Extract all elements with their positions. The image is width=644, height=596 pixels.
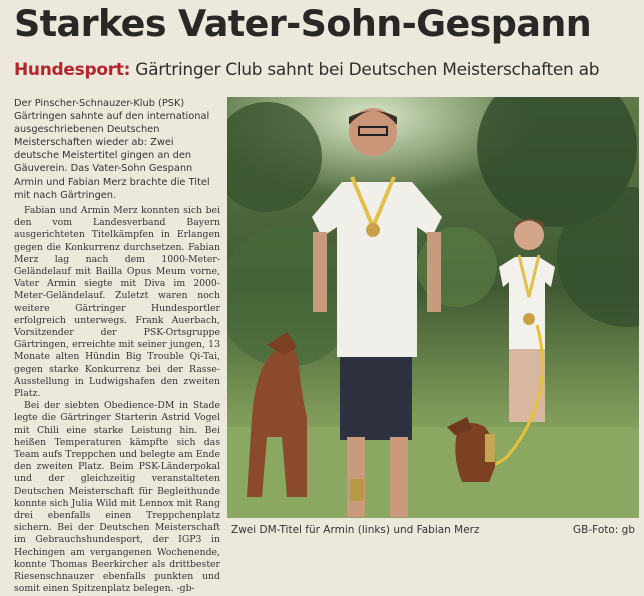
article-body [14,205,220,596]
headline: Starkes Vater-Sohn-Gespann [14,2,592,45]
body-paragraph: Bei der siebten Obedience-DM in Stade legte die Gärtringer Starterin Astrid Vogel mit Chili eine starke Leistung hin. Bei heißen Temperaturen kämpfte sich das Team aufs Treppchen und belegte am Ende den zweiten Platz. Beim PSK-Länderpokal und der gleichzeitig veranstalteten Deutschen Meisterschaft für Begleithunde konnte sich Julia Wild mit Lennox mit Rang drei ebenfalls einen Treppchenplatz sichern. Bei der Deutschen Meisterschaft im Gebrauchshundesport, der IGP3 in Hechingen am vergangenen Wochenende, konnte Thomas Beerkircher als drittbester Riesenschnauzer ebenfalls punkten und somit einen Spitzenplatz belegen. -gb- [14,400,220,595]
photo-credit: GB-Foto: gb [573,524,635,536]
subline-text: Gärtringer Club sahnt bei Deutschen Meisterschaften ab [135,60,600,80]
lead-text: Der Pinscher-Schnauzer-Klub (PSK) Gärtringen sahnte auf den international ausgeschriebenen Deutschen Meisterschaften wieder ab: Zwei deutsche Meistertitel gingen an den Gäuverein. Das Vater-Sohn Gespann Armin und Fabian Merz brachte die Titel mit nach Gärtringen. [14,98,210,201]
photo-caption: Zwei DM-Titel für Armin (links) und Fabian Merz [231,524,480,536]
lead-paragraph [14,97,220,202]
body-paragraph: Fabian und Armin Merz konnten sich bei den vom Landesverband Bayern ausgerichteten Titelkämpfen in Erlangen gegen die Konkurrenz durchsetzen. Fabian Merz lag nach dem 1000-Meter-Geländelauf mit Bailla Opus Meum vorne, Vater Armin siegte mit Diva im 2000-Meter-Geländelauf. Zuletzt waren noch weitere Gärtringer Hundesportler erfolgreich unterwegs. Frank Auerbach, Vorsitzender der PSK-Ortsgruppe Gärtringen, erreichte mit seiner jungen, 13 Monate alten Hündin Big Trouble Qi-Tai, gegen starke Konkurrenz bei der Rasse-Ausstellung in Ludwigshafen den zweiten Platz. [14,205,220,400]
photo-illustration [227,97,639,518]
article-photo [227,97,639,518]
subline [14,60,634,80]
kicker: Hundesport: [14,60,131,80]
